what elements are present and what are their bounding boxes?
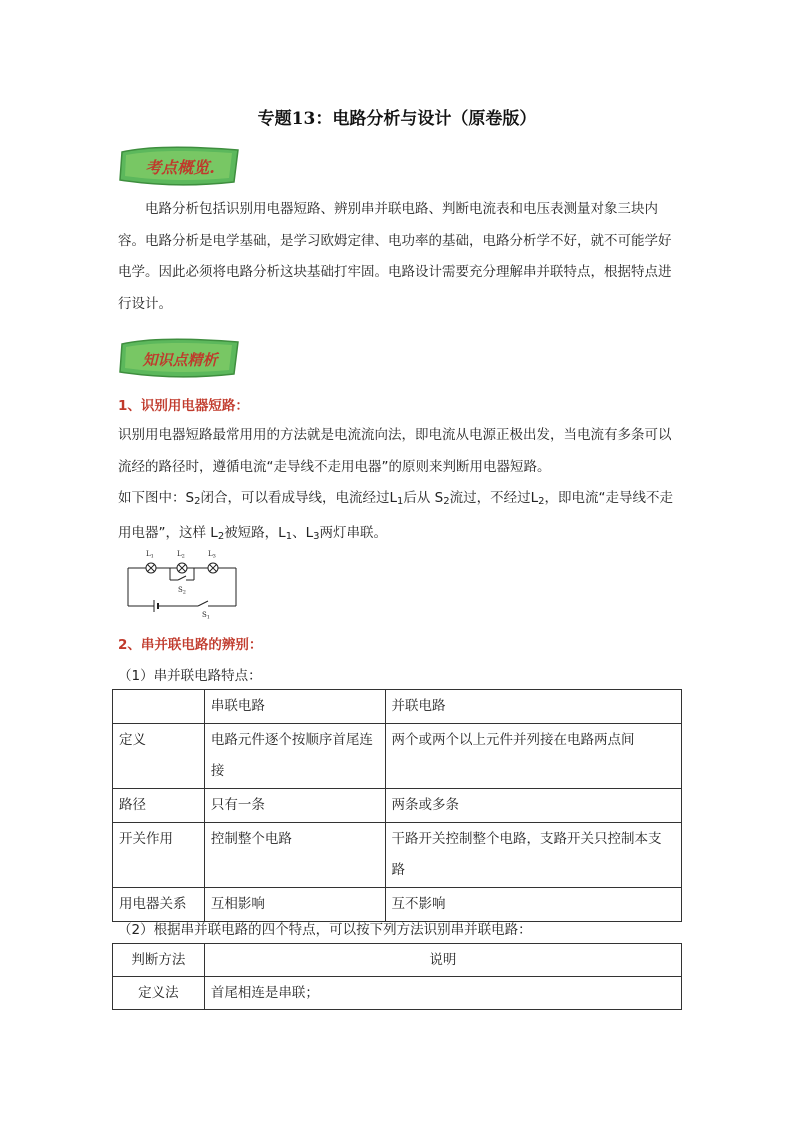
- label-l3: $L_3$: [208, 550, 216, 560]
- table-cell: 首尾相连是串联；: [204, 977, 681, 1010]
- label-s1: $S_1$: [202, 611, 210, 621]
- table-cell: [113, 690, 205, 724]
- lamp-l2: [177, 563, 187, 573]
- label-s2: $S_2$: [178, 586, 186, 596]
- table-cell: 开关作用: [113, 823, 205, 888]
- lamp-l3: [208, 563, 218, 573]
- knowledge-banner: [118, 336, 242, 380]
- switch-s1: [198, 601, 208, 606]
- table1-caption: （1）串并联电路特点：: [118, 668, 262, 684]
- battery: [154, 600, 158, 612]
- table-row: [113, 888, 682, 922]
- label-l1: $L_1$: [146, 550, 154, 560]
- table2-caption: （2）根据串并联电路的四个特点，可以按下列方法识别串并联电路：: [118, 922, 532, 938]
- table-cell: 路径: [113, 789, 205, 823]
- table-row: [113, 724, 682, 789]
- lamp-l1: [146, 563, 156, 573]
- characteristics-table: [112, 689, 682, 922]
- table-row: [113, 944, 682, 977]
- table-cell: 互相影响: [204, 888, 385, 922]
- table-cell: 两条或多条: [385, 789, 681, 823]
- section1-paragraph1: 识别用电器短路最常用用的方法就是电流流向法，即电流从电源正极出发，当电流有多条可以流经的路径时，遵循电流“走导线不走用电器”的原则来判断用电器短路。: [118, 427, 672, 475]
- table-cell: 定义: [113, 724, 205, 789]
- table-row: [113, 977, 682, 1010]
- table-row: [113, 690, 682, 724]
- table-cell: 用电器关系: [113, 888, 205, 922]
- table-row: [113, 823, 682, 888]
- table-cell: 控制整个电路: [204, 823, 385, 888]
- section1-paragraph2: 如下图中：$S_2$闭合，可以看成导线，电流经过$L_1$后从 $S_2$流过，不经过$L_2$，即电流“走导线不走用电器”，这样 $L_2$被短路，$L_1$、$L_3$两灯串联。: [118, 490, 674, 542]
- knowledge-banner-text: 知识点精析: [142, 351, 218, 369]
- circuit-diagram: [122, 544, 242, 621]
- section1-heading: 1、识别用电器短路：: [118, 398, 249, 414]
- intro-paragraph: 电路分析包括识别用电器短路、辨别串并联电路、判断电流表和电压表测量对象三块内容。电路分析是电学基础，是学习欧姆定律、电功率的基础，电路分析学不好，就不可能学好电学。因此必须将电路分析这块基础打牢固。电路设计需要充分理解串并联特点，根据特点进行设计。: [118, 201, 672, 312]
- section2-heading: 2、串并联电路的辨别：: [118, 637, 263, 653]
- method-table: [112, 943, 682, 1010]
- label-l2: $L_2$: [177, 550, 185, 560]
- table-cell: 串联电路: [204, 690, 385, 724]
- table-cell: 电路元件逐个按顺序首尾连接: [204, 724, 385, 789]
- table-row: [113, 789, 682, 823]
- page-title: 专题13：电路分析与设计（原卷版）: [257, 109, 537, 129]
- table-cell: 定义法: [113, 977, 205, 1010]
- switch-s2: [178, 576, 186, 580]
- overview-banner: [118, 144, 242, 188]
- overview-banner-text: 考点概览.: [145, 158, 215, 177]
- table-cell: 并联电路: [385, 690, 681, 724]
- table-cell: 说明: [204, 944, 681, 977]
- table-cell: 判断方法: [113, 944, 205, 977]
- table-cell: 互不影响: [385, 888, 681, 922]
- table-cell: 只有一条: [204, 789, 385, 823]
- table-cell: 干路开关控制整个电路，支路开关只控制本支路: [385, 823, 681, 888]
- table-cell: 两个或两个以上元件并列接在电路两点间: [385, 724, 681, 789]
